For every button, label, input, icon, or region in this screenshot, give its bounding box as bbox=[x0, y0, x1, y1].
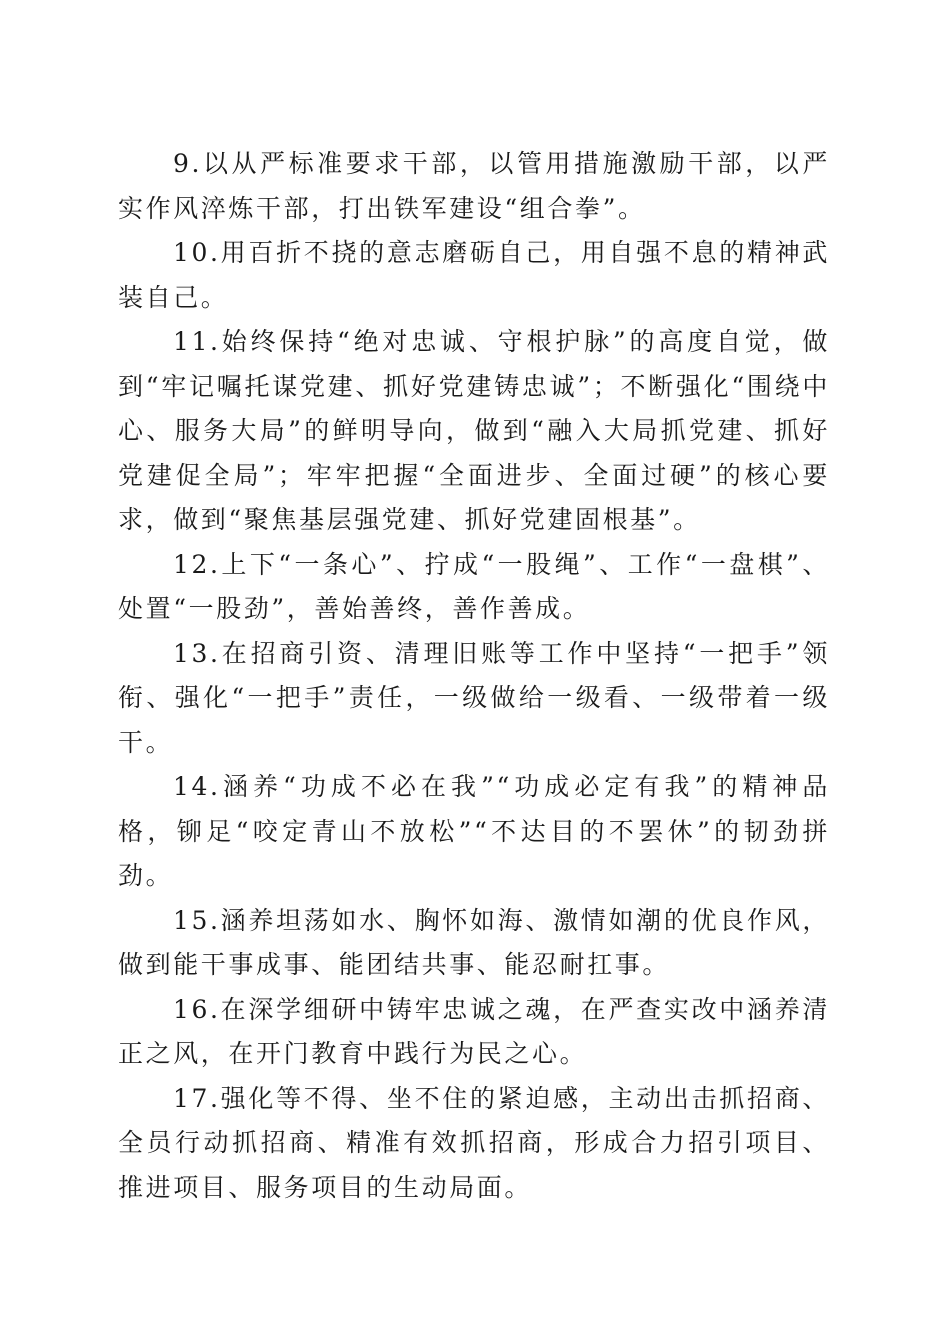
paragraph-14: 14.涵养“功成不必在我”“功成必定有我”的精神品格，铆足“咬定青山不放松”“不达目的不罢休”的韧劲拼劲。 bbox=[118, 772, 830, 890]
paragraph-9: 9.以从严标准要求干部，以管用措施激励干部，以严实作风淬炼干部，打出铁军建设“组合拳”。 bbox=[118, 149, 830, 223]
paragraph-10: 10.用百折不挠的意志磨砺自己，用自强不息的精神武装自己。 bbox=[118, 238, 830, 312]
paragraph-16: 16.在深学细研中铸牢忠诚之魂，在严查实改中涵养清正之风，在开门教育中践行为民之心。 bbox=[118, 994, 830, 1068]
paragraph-11: 11.始终保持“绝对忠诚、守根护脉”的高度自觉，做到“牢记嘱托谋党建、抓好党建铸忠诚”；不断强化“围绕中心、服务大局”的鲜明导向，做到“融入大局抓党建、抓好党建促全局”；牢牢把握“全面进步、全面过硬”的核心要求，做到“聚焦基层强党建、抓好党建固根基”。 bbox=[118, 327, 830, 534]
paragraph-15: 15.涵养坦荡如水、胸怀如海、激情如潮的优良作风，做到能干事成事、能团结共事、能忍耐扛事。 bbox=[118, 905, 830, 979]
document-body bbox=[118, 142, 830, 1210]
paragraph-12: 12.上下“一条心”、拧成“一股绳”、工作“一盘棋”、处置“一股劲”，善始善终，善作善成。 bbox=[118, 549, 830, 623]
paragraph-17: 17.强化等不得、坐不住的紧迫感，主动出击抓招商、全员行动抓招商、精准有效抓招商，形成合力招引项目、推进项目、服务项目的生动局面。 bbox=[118, 1083, 830, 1202]
paragraph-13: 13.在招商引资、清理旧账等工作中坚持“一把手”领衔、强化“一把手”责任，一级做给一级看、一级带着一级干。 bbox=[118, 638, 830, 757]
